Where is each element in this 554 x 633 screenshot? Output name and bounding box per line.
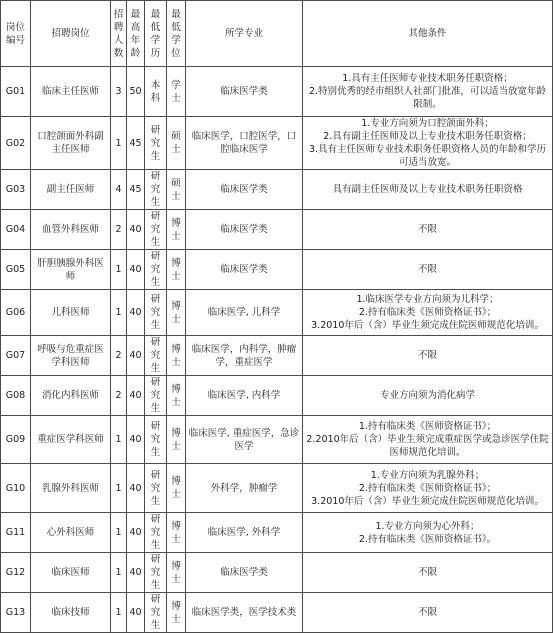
table-row	[1, 336, 553, 376]
cell-age: 50	[127, 67, 145, 117]
header-code: 岗位编号	[1, 1, 31, 67]
cell-edu: 研究生	[145, 376, 167, 416]
cell-degree: 博士	[167, 290, 186, 336]
cell-count: 1	[111, 553, 127, 593]
table-row	[1, 464, 553, 513]
cell-age: 40	[127, 513, 145, 553]
cell-edu: 研究生	[145, 290, 167, 336]
cell-age: 40	[127, 464, 145, 513]
cell-code: G03	[1, 170, 31, 210]
table-row	[1, 67, 553, 117]
table-row	[1, 416, 553, 464]
cell-post: 呼吸与危重症医学科医师	[31, 336, 111, 376]
table-row	[1, 593, 553, 633]
cell-code: G12	[1, 553, 31, 593]
cell-major: 外科学，肿瘤学	[186, 464, 303, 513]
header-degree: 最低学位	[167, 1, 186, 67]
cell-edu: 研究生	[145, 553, 167, 593]
cell-other	[303, 593, 553, 633]
condition-line: 2.2010年后（含）毕业生须完成重症医学或急诊医学住院医师规范化培训。	[306, 434, 549, 458]
cell-count: 1	[111, 250, 127, 290]
cell-major: 临床医学类	[186, 553, 303, 593]
cell-major: 临床医学类，医学技术类	[186, 593, 303, 633]
cell-other	[303, 416, 553, 464]
header-age: 最高年龄	[127, 1, 145, 67]
cell-edu: 研究生	[145, 464, 167, 513]
condition-line: 不限	[417, 567, 437, 578]
cell-major: 临床医学，口腔医学，口腔临床医学	[186, 117, 303, 170]
cell-major: 临床医学，内科学，肿瘤学，重症医学	[186, 336, 303, 376]
table-row	[1, 376, 553, 416]
cell-edu: 研究生	[145, 416, 167, 464]
cell-post: 心外科医师	[31, 513, 111, 553]
cell-degree: 博士	[167, 416, 186, 464]
condition-line: 专业方向须为消化病学	[379, 390, 475, 401]
cell-major: 临床医学, 儿科学	[186, 290, 303, 336]
cell-major: 临床医学, 外科学	[186, 513, 303, 553]
cell-age: 40	[127, 250, 145, 290]
condition-line: 3.2010年后（含）毕业生须完成住院医师规范化培训。	[311, 495, 544, 507]
cell-major: 临床医学类	[186, 250, 303, 290]
cell-code: G02	[1, 117, 31, 170]
table-row	[1, 290, 553, 336]
condition-line: 1.具有主任医师专业技术职务任职资格；	[342, 73, 513, 84]
cell-major: 临床医学类	[186, 67, 303, 117]
cell-major: 临床医学, 内科学	[186, 376, 303, 416]
cell-code: G09	[1, 416, 31, 464]
condition-line: 2.持有临床类《医师资格证书》。	[358, 533, 497, 545]
cell-code: G04	[1, 210, 31, 250]
cell-degree: 博士	[167, 553, 186, 593]
cell-other	[303, 170, 553, 210]
cell-age: 45	[127, 170, 145, 210]
cell-other	[303, 513, 553, 553]
cell-post: 临床技师	[31, 593, 111, 633]
cell-edu: 研究生	[145, 336, 167, 376]
cell-code: G07	[1, 336, 31, 376]
condition-line: 1.专业方向须为口腔颌面外科；	[361, 118, 494, 129]
cell-degree: 硕士	[167, 170, 186, 210]
cell-degree: 硕士	[167, 117, 186, 170]
cell-count: 1	[111, 290, 127, 336]
cell-major: 临床医学, 重症医学，急诊医学	[186, 416, 303, 464]
cell-code: G01	[1, 67, 31, 117]
cell-code: G11	[1, 513, 31, 553]
cell-edu: 研究生	[145, 593, 167, 633]
table-body	[1, 1, 553, 633]
cell-count: 1	[111, 593, 127, 633]
cell-post: 临床主任医师	[31, 67, 111, 117]
table-row	[1, 513, 553, 553]
cell-edu: 研究生	[145, 250, 167, 290]
cell-edu: 本科	[145, 67, 167, 117]
cell-count: 1	[111, 117, 127, 170]
cell-post: 临床医师	[31, 553, 111, 593]
cell-other	[303, 210, 553, 250]
cell-post: 乳腺外科医师	[31, 464, 111, 513]
cell-degree: 博士	[167, 376, 186, 416]
cell-code: G06	[1, 290, 31, 336]
cell-count: 2	[111, 336, 127, 376]
condition-line: 不限	[417, 264, 437, 275]
cell-post: 口腔颌面外科副主任医师	[31, 117, 111, 170]
header-other: 其他条件	[303, 1, 553, 67]
cell-degree: 博士	[167, 464, 186, 513]
cell-age: 40	[127, 376, 145, 416]
cell-age: 40	[127, 336, 145, 376]
cell-count: 2	[111, 376, 127, 416]
cell-post: 重症医学科医师	[31, 416, 111, 464]
condition-line: 1.临床医学专业方向须为儿科学；	[356, 294, 499, 305]
condition-line: 1.持有临床类《医师资格证书》；	[358, 421, 497, 432]
condition-line: 不限	[417, 607, 437, 618]
cell-count: 3	[111, 67, 127, 117]
cell-major: 临床医学类	[186, 170, 303, 210]
cell-post: 肝胆胰腺外科医师	[31, 250, 111, 290]
header-major: 所学专业	[186, 1, 303, 67]
condition-line: 2.持有临床类《医师资格证书》；	[358, 482, 497, 494]
table-row	[1, 210, 553, 250]
condition-line: 3.2010年后（含）毕业生须完成住院医师规范化培训。	[311, 320, 544, 331]
cell-code: G13	[1, 593, 31, 633]
cell-major: 临床医学类	[186, 210, 303, 250]
cell-degree: 博士	[167, 210, 186, 250]
cell-degree: 博士	[167, 513, 186, 553]
cell-other	[303, 67, 553, 117]
table-row	[1, 117, 553, 170]
cell-edu: 研究生	[145, 210, 167, 250]
table-row	[1, 250, 553, 290]
cell-count: 1	[111, 464, 127, 513]
header-edu: 最低学历	[145, 1, 167, 67]
cell-code: G05	[1, 250, 31, 290]
cell-other	[303, 376, 553, 416]
cell-post: 血管外科医师	[31, 210, 111, 250]
cell-other	[303, 250, 553, 290]
condition-line: 不限	[417, 350, 437, 361]
cell-age: 40	[127, 290, 145, 336]
cell-degree: 博士	[167, 593, 186, 633]
cell-age: 45	[127, 117, 145, 170]
cell-count: 1	[111, 416, 127, 464]
condition-line: 1.专业方向须为乳腺外科；	[370, 469, 485, 481]
cell-degree: 博士	[167, 250, 186, 290]
condition-line: 3.具有主任医师专业技术职务任职资格人员的年龄和学历可适当放宽。	[308, 144, 547, 168]
cell-count: 1	[111, 513, 127, 553]
cell-edu: 研究生	[145, 513, 167, 553]
condition-line: 不限	[417, 224, 437, 235]
cell-post: 消化内科医师	[31, 376, 111, 416]
cell-code: G08	[1, 376, 31, 416]
cell-age: 40	[127, 593, 145, 633]
condition-line: 2.特别优秀的经市组织人社部门批准，可以适当放宽年龄限制。	[308, 86, 547, 110]
condition-line: 具有副主任医师及以上专业技术职务任职资格	[332, 184, 523, 195]
cell-other	[303, 464, 553, 513]
table-header-row	[1, 1, 553, 67]
cell-code: G10	[1, 464, 31, 513]
cell-other	[303, 117, 553, 170]
condition-line: 2.具有副主任医师及以上专业技术职务任职资格；	[323, 131, 532, 142]
cell-post: 副主任医师	[31, 170, 111, 210]
condition-line: 2.持有临床类《医师资格证书》；	[358, 307, 497, 318]
cell-degree: 博士	[167, 336, 186, 376]
cell-age: 40	[127, 210, 145, 250]
header-count: 招聘人数	[111, 1, 127, 67]
condition-line: 1.专业方向须为心外科；	[375, 520, 480, 532]
cell-degree: 学士	[167, 67, 186, 117]
cell-edu: 研究生	[145, 117, 167, 170]
cell-count: 4	[111, 170, 127, 210]
cell-age: 40	[127, 553, 145, 593]
header-post: 招聘岗位	[31, 1, 111, 67]
cell-count: 2	[111, 210, 127, 250]
cell-age: 40	[127, 416, 145, 464]
cell-other	[303, 290, 553, 336]
table-row	[1, 170, 553, 210]
cell-edu: 研究生	[145, 170, 167, 210]
cell-other	[303, 336, 553, 376]
cell-post: 儿科医师	[31, 290, 111, 336]
